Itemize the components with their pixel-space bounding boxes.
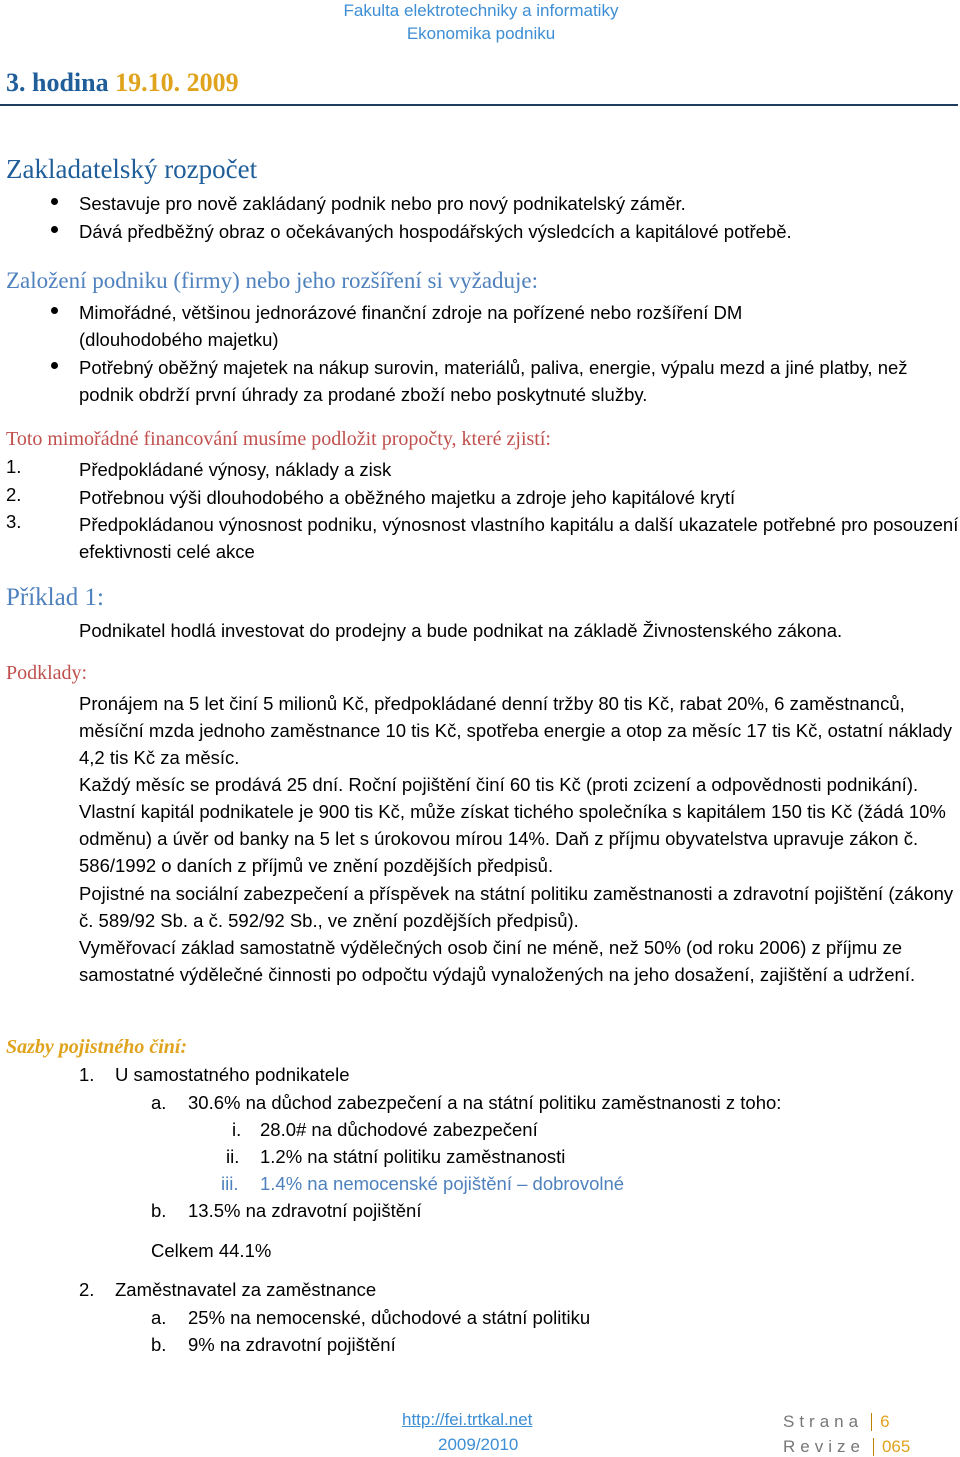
footer-page-divider — [871, 1413, 872, 1431]
footer-url-link[interactable]: http://fei.trtkal.net — [402, 1410, 533, 1429]
footer-rev-label: Revize — [783, 1437, 865, 1456]
footer-revision — [783, 1435, 910, 1457]
sazby-item-1: U samostatného podnikatele — [115, 1064, 350, 1085]
section3-item-1: Předpokládané výnosy, náklady a zisk — [79, 459, 392, 480]
header-rule — [0, 104, 958, 106]
podklady-paragraph-3: Pojistné na sociální zabezpečení a příspěvek na státní politiku zaměstnanosti a zdravotní pojištění (zákony č. 589/92 Sb. a č. 592/92 Sb., ve znění pozdějších předpisů). — [79, 883, 954, 931]
podklady-title: Podklady: — [6, 662, 88, 684]
footer-page-number: 6 — [880, 1412, 890, 1431]
section3-num-2: 2. — [6, 484, 22, 505]
header-course: Ekonomika podniku — [406, 24, 556, 43]
sazby-item-2b: 9% na zdravotní pojištění — [188, 1334, 396, 1355]
header-faculty: Fakulta elektrotechniky a informatiky — [343, 1, 619, 20]
sazby-title: Sazby pojistného činí: — [6, 1036, 188, 1058]
section1-bullet-2: Dává předběžný obraz o očekávaných hospodářských výsledcích a kapitálové potřebě. — [79, 218, 959, 245]
section2-title: Založení podniku (firmy) nebo jeho rozšíření si vyžaduje: — [6, 268, 539, 293]
sazby-num-1b: b. — [151, 1200, 167, 1221]
sazby-sub-num-1: i. — [232, 1119, 242, 1140]
section2-bullet-1: Mimořádné, většinou jednorázové finanční zdroje na pořízené nebo rozšíření DM (dlouhodobého majetku) — [79, 299, 839, 353]
sazby-item-2a: 25% na nemocenské, důchodové a státní politiku — [188, 1307, 591, 1328]
sazby-num-1a: a. — [151, 1092, 167, 1113]
section1-bullet-1: Sestavuje pro nově zakládaný podnik nebo pro nový podnikatelský záměr. — [79, 190, 959, 217]
footer-year: 2009/2010 — [438, 1435, 519, 1454]
sazby-num-2: 2. — [79, 1279, 95, 1300]
example-title: Příklad 1: — [6, 584, 104, 611]
podklady-paragraph-4: Vyměřovací základ samostatně výdělečných osob činí ne méně, než 50% (od roku 2006) z příjmu ze samostatné výdělečné činnosti po odpočtu výdajů vynaložených na jeho dosažení, zajištění a udržení. — [79, 937, 916, 985]
hour-date: 19.10. 2009 — [115, 68, 239, 97]
sazby-total: Celkem 44.1% — [151, 1240, 272, 1261]
podklady-paragraph-2: Každý měsíc se prodává 25 dní. Roční pojištění činí 60 tis Kč (proti zcizení a odpovědnosti podnikání). Vlastní kapitál podnikatele je 900 tis Kč, může získat tichého společníka s kapitálem 150 tis Kč (žádá 10% odměnu) a úvěr od banky na 5 let s úrokovou mírou 14%. Daň z příjmu obyvatelstva upravuje zákon č. 586/1992 o daních z příjmů ve znění pozdějších předpisů. — [79, 774, 946, 876]
podklady-paragraph-1: Pronájem na 5 let činí 5 milionů Kč, předpokládané denní tržby 80 tis Kč, rabat 20%, 6 zaměstnanců, měsíční mzda jednoho zaměstnance 10 tis Kč, spotřeba energie a otop za měsíc 17 tis Kč, ostatní náklady 4,2 tis Kč za měsíc. — [79, 693, 953, 768]
sazby-num-1: 1. — [79, 1064, 95, 1085]
hour-heading — [6, 68, 239, 98]
sazby-num-2a: a. — [151, 1307, 167, 1328]
footer-rev-number: 065 — [881, 1437, 911, 1456]
section1-title: Zakladatelský rozpočet — [6, 154, 258, 184]
sazby-sub-2: 1.2% na státní politiku zaměstnanosti — [260, 1146, 566, 1167]
example-text: Podnikatel hodlá investovat do prodejny a bude podnikat na základě Živnostenského zákona. — [79, 620, 843, 641]
section3-num-3: 3. — [6, 511, 22, 532]
section3-item-3: Předpokládanou výnosnost podniku, výnosnost vlastního kapitálu a další ukazatele potřebné pro posouzení efektivnosti celé akce — [79, 514, 959, 562]
section2-bullet-2: Potřebný oběžný majetek na nákup surovin, materiálů, paliva, energie, výpalu mezd a jiné platby, než podnik obdrží první úhrady za prodané zboží nebo poskytnuté služby. — [79, 354, 909, 408]
section3-title: Toto mimořádné financování musíme podložit propočty, které zjistí: — [6, 428, 551, 450]
footer-page — [783, 1410, 890, 1432]
section3-item-2: Potřebnou výši dlouhodobého a oběžného majetku a zdroje jeho kapitálové krytí — [79, 487, 736, 508]
sazby-sub-num-2: ii. — [226, 1146, 240, 1167]
sazby-item-1a: 30.6% na důchod zabezpečení a na státní politiku zaměstnanosti z toho: — [188, 1092, 782, 1113]
sazby-sub-3: 1.4% na nemocenské pojištění – dobrovolné — [260, 1173, 625, 1194]
sazby-num-2b: b. — [151, 1334, 167, 1355]
hour-title: 3. hodina — [6, 68, 109, 97]
section3-num-1: 1. — [6, 456, 22, 477]
sazby-sub-num-3: iii. — [221, 1173, 239, 1194]
sazby-item-1b: 13.5% na zdravotní pojištění — [188, 1200, 422, 1221]
footer-rev-divider — [873, 1438, 874, 1456]
footer-page-label: Strana — [783, 1412, 864, 1431]
sazby-sub-1: 28.0# na důchodové zabezpečení — [260, 1119, 538, 1140]
sazby-item-2: Zaměstnavatel za zaměstnance — [115, 1279, 377, 1300]
